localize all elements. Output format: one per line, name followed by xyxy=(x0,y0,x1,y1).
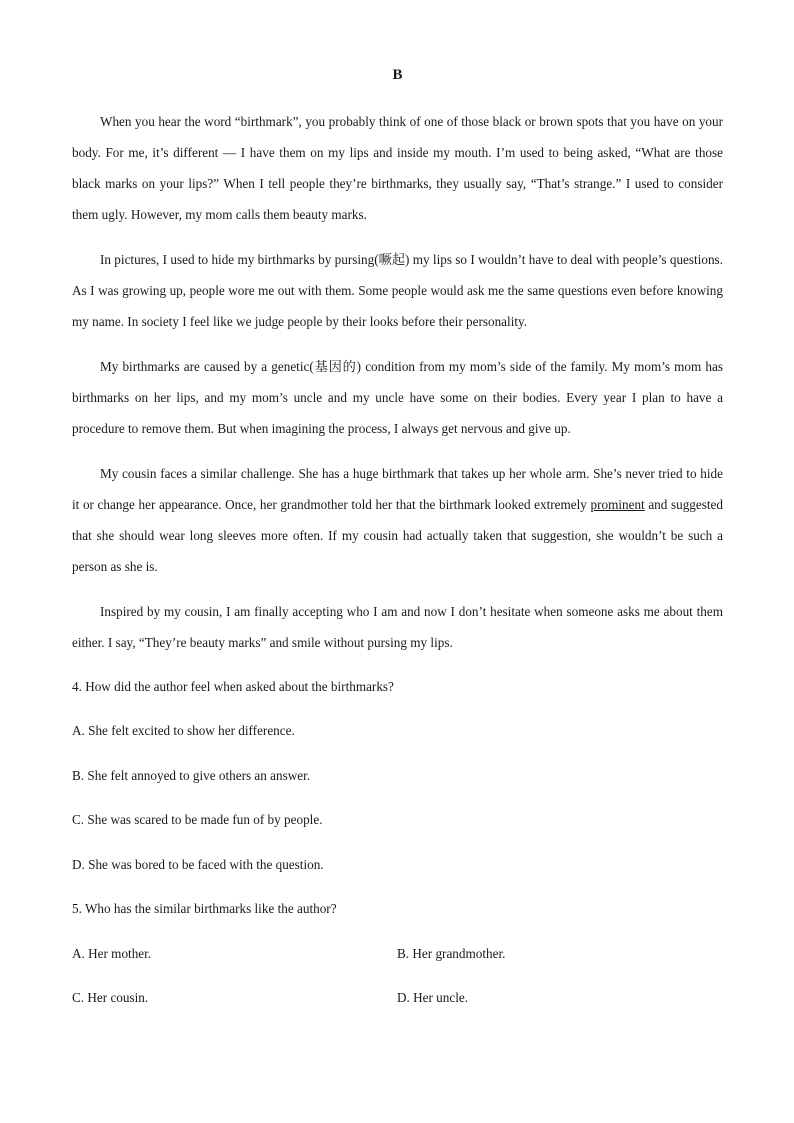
question-4-stem: 4. How did the author feel when asked about the birthmarks? xyxy=(72,679,394,694)
question-4-option-d: D. She was bored to be faced with the question. xyxy=(72,857,324,872)
passage-paragraph-4 xyxy=(72,458,723,582)
question-5-option-c: C. Her cousin. xyxy=(72,990,149,1005)
passage-paragraph-2: In pictures, I used to hide my birthmarks by pursing(噘起) my lips so I wouldn’t have to deal with people’s questions. As I was growing up, people wore me out with them. Some people would ask me the same questions even before knowing my name. In society I feel like we judge people by their looks before their personality. xyxy=(72,252,723,329)
question-4-option-c: C. She was scared to be made fun of by people. xyxy=(72,812,323,827)
paragraph-4-text-start: My cousin faces a similar challenge. She has a huge birthmark that takes up her whole arm. She’s never tried to hide it or change her appearance. Once, her grandmother told her that the birthmark looked extremely xyxy=(72,466,723,512)
passage-paragraph-3: My birthmarks are caused by a genetic(基因的) condition from my mom’s side of the family. My mom’s mom has birthmarks on her lips, and my mom’s uncle and my uncle have some on their bodies. Every year I plan to have a procedure to remove them. But when imagining the process, I always get nervous and give up. xyxy=(72,359,723,436)
section-title: B xyxy=(392,67,403,83)
passage-paragraph-5: Inspired by my cousin, I am finally accepting who I am and now I don’t hesitate when someone asks me about them either. I say, “They’re beauty marks” and smile without pursing my lips. xyxy=(72,604,723,650)
question-4-option-a: A. She felt excited to show her difference. xyxy=(72,723,295,738)
underlined-word: prominent xyxy=(590,497,645,512)
question-5-option-a: A. Her mother. xyxy=(72,946,152,961)
passage-paragraph-1: When you hear the word “birthmark”, you probably think of one of those black or brown spots that you have on your body. For me, it’s different — I have them on my lips and inside my mouth. I’m used to being asked, “What are those black marks on your lips?” When I tell people they’re birthmarks, they usually say, “That’s strange.” I used to consider them ugly. However, my mom calls them beauty marks. xyxy=(72,114,723,222)
question-5-option-d: D. Her uncle. xyxy=(397,990,469,1005)
question-5-stem: 5. Who has the similar birthmarks like the author? xyxy=(72,901,337,916)
paragraph-4-text-end: and suggested that she should wear long sleeves more often. If my cousin had actually taken that suggestion, she wouldn’t be such a person as she is. xyxy=(72,497,723,574)
question-4-option-b: B. She felt annoyed to give others an answer. xyxy=(72,768,311,783)
question-5-option-b: B. Her grandmother. xyxy=(397,946,506,961)
